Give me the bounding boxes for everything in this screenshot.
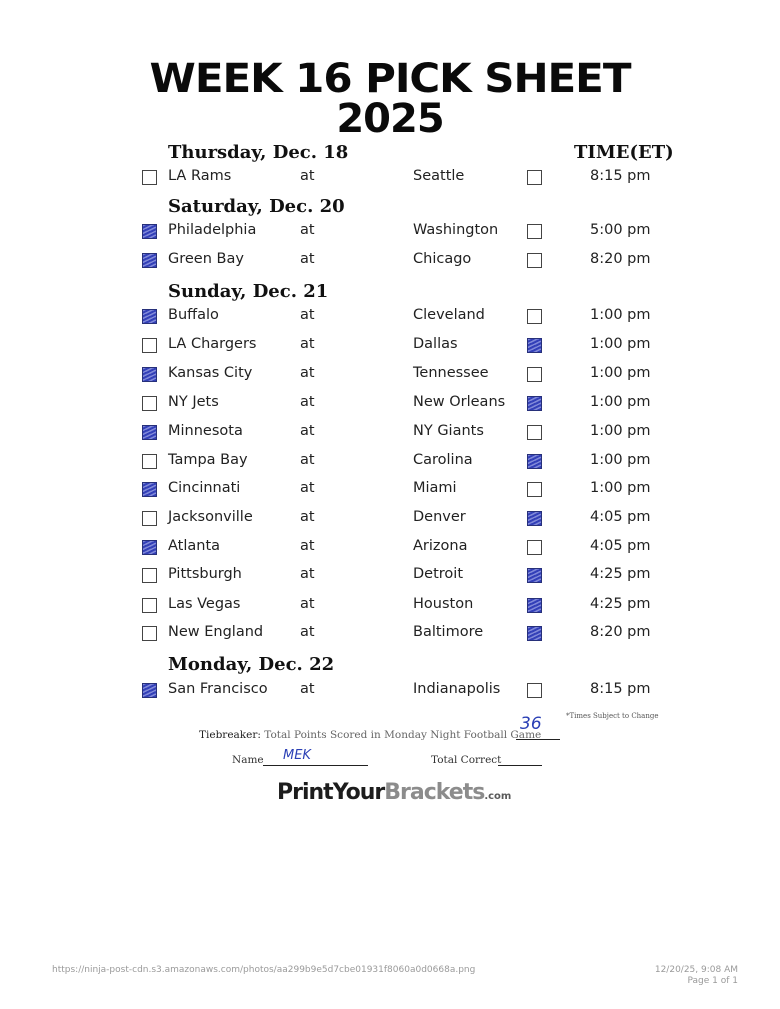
home-pick-checkbox[interactable]	[527, 454, 542, 469]
game-time: 1:00 pm	[590, 452, 651, 468]
away-team: Atlanta	[168, 538, 221, 554]
away-team: Pittsburgh	[168, 566, 242, 582]
home-team: Seattle	[413, 168, 465, 184]
away-pick-checkbox[interactable]	[142, 598, 157, 613]
home-team: Chicago	[413, 251, 472, 267]
day-header: Saturday, Dec. 20	[168, 196, 345, 217]
home-pick-checkbox[interactable]	[527, 598, 542, 613]
home-pick-checkbox[interactable]	[527, 170, 542, 185]
at-label: at	[300, 509, 315, 525]
at-label: at	[300, 251, 315, 267]
home-team: Washington	[413, 222, 499, 238]
game-time: 4:05 pm	[590, 509, 651, 525]
away-team: Kansas City	[168, 365, 253, 381]
at-label: at	[300, 394, 315, 410]
at-label: at	[300, 480, 315, 496]
game-time: 1:00 pm	[590, 423, 651, 439]
at-label: at	[300, 307, 315, 323]
game-row	[0, 365, 780, 389]
game-row	[0, 168, 780, 192]
times-note: *Times Subject to Change	[566, 712, 659, 720]
home-pick-checkbox[interactable]	[527, 683, 542, 698]
tiebreaker-value: 36	[520, 714, 542, 734]
away-pick-checkbox[interactable]	[142, 170, 157, 185]
name-value: MEK	[283, 748, 311, 763]
game-time: 8:20 pm	[590, 251, 651, 267]
away-team: Las Vegas	[168, 596, 241, 612]
tiebreaker-text: Total Points Scored in Monday Night Football Game	[264, 729, 542, 741]
home-team: Denver	[413, 509, 466, 525]
game-time: 1:00 pm	[590, 394, 651, 410]
total-correct-label: Total Correct	[431, 754, 502, 766]
game-row	[0, 509, 780, 533]
away-pick-checkbox[interactable]	[142, 367, 157, 382]
game-row	[0, 423, 780, 447]
away-pick-checkbox[interactable]	[142, 309, 157, 324]
home-pick-checkbox[interactable]	[527, 425, 542, 440]
home-pick-checkbox[interactable]	[527, 367, 542, 382]
time-header: TIME(ET)	[574, 142, 674, 163]
away-team: Philadelphia	[168, 222, 257, 238]
home-team: NY Giants	[413, 423, 484, 439]
game-time: 1:00 pm	[590, 336, 651, 352]
game-row	[0, 307, 780, 331]
footer-url: https://ninja-post-cdn.s3.amazonaws.com/photos/aa299b9e5d7cbe01931f8060a0d0668a.png	[52, 965, 476, 975]
at-label: at	[300, 365, 315, 381]
away-pick-checkbox[interactable]	[142, 540, 157, 555]
at-label: at	[300, 336, 315, 352]
away-pick-checkbox[interactable]	[142, 253, 157, 268]
at-label: at	[300, 624, 315, 640]
away-pick-checkbox[interactable]	[142, 683, 157, 698]
home-pick-checkbox[interactable]	[527, 568, 542, 583]
away-team: Jacksonville	[168, 509, 253, 525]
at-label: at	[300, 538, 315, 554]
at-label: at	[300, 423, 315, 439]
tiebreaker	[199, 729, 541, 741]
home-team: Cleveland	[413, 307, 485, 323]
at-label: at	[300, 596, 315, 612]
home-team: Miami	[413, 480, 457, 496]
game-row	[0, 452, 780, 476]
game-row	[0, 251, 780, 275]
away-pick-checkbox[interactable]	[142, 454, 157, 469]
home-team: Baltimore	[413, 624, 484, 640]
home-pick-checkbox[interactable]	[527, 253, 542, 268]
away-team: Tampa Bay	[168, 452, 248, 468]
away-pick-checkbox[interactable]	[142, 396, 157, 411]
home-pick-checkbox[interactable]	[527, 540, 542, 555]
home-team: Tennessee	[413, 365, 489, 381]
home-team: Carolina	[413, 452, 473, 468]
game-row	[0, 566, 780, 590]
game-row	[0, 624, 780, 648]
at-label: at	[300, 168, 315, 184]
day-header: Sunday, Dec. 21	[168, 281, 329, 302]
home-pick-checkbox[interactable]	[527, 338, 542, 353]
game-time: 1:00 pm	[590, 365, 651, 381]
at-label: at	[300, 222, 315, 238]
home-team: Detroit	[413, 566, 463, 582]
away-team: LA Chargers	[168, 336, 257, 352]
game-time: 8:15 pm	[590, 681, 651, 697]
footer-page: Page 1 of 1	[687, 976, 738, 986]
tiebreaker-label: Tiebreaker:	[199, 729, 261, 741]
logo-part2: Brackets	[384, 780, 485, 805]
home-pick-checkbox[interactable]	[527, 511, 542, 526]
away-team: Green Bay	[168, 251, 244, 267]
away-pick-checkbox[interactable]	[142, 568, 157, 583]
day-header: Monday, Dec. 22	[168, 654, 335, 675]
home-team: Houston	[413, 596, 474, 612]
game-time: 1:00 pm	[590, 307, 651, 323]
away-pick-checkbox[interactable]	[142, 482, 157, 497]
away-pick-checkbox[interactable]	[142, 425, 157, 440]
away-team: Buffalo	[168, 307, 219, 323]
away-team: Cincinnati	[168, 480, 241, 496]
game-time: 8:20 pm	[590, 624, 651, 640]
away-pick-checkbox[interactable]	[142, 224, 157, 239]
home-team: New Orleans	[413, 394, 506, 410]
total-correct-line[interactable]	[498, 765, 542, 766]
game-time: 4:25 pm	[590, 566, 651, 582]
game-row	[0, 596, 780, 620]
sheet-year: 2025	[336, 96, 444, 142]
home-team: Arizona	[413, 538, 468, 554]
game-time: 4:25 pm	[590, 596, 651, 612]
game-row	[0, 394, 780, 418]
away-pick-checkbox[interactable]	[142, 626, 157, 641]
sheet-title: WEEK 16 PICK SHEET	[149, 56, 631, 102]
away-pick-checkbox[interactable]	[142, 338, 157, 353]
home-pick-checkbox[interactable]	[527, 396, 542, 411]
tiebreaker-line[interactable]	[516, 739, 560, 740]
game-time: 4:05 pm	[590, 538, 651, 554]
game-row	[0, 222, 780, 246]
away-pick-checkbox[interactable]	[142, 511, 157, 526]
footer-timestamp: 12/20/25, 9:08 AM	[654, 965, 738, 975]
name-label: Name	[232, 754, 264, 766]
home-team: Dallas	[413, 336, 458, 352]
away-team: LA Rams	[168, 168, 232, 184]
at-label: at	[300, 566, 315, 582]
home-pick-checkbox[interactable]	[527, 482, 542, 497]
day-header: Thursday, Dec. 18	[168, 142, 349, 163]
home-pick-checkbox[interactable]	[527, 224, 542, 239]
game-time: 5:00 pm	[590, 222, 651, 238]
game-row	[0, 480, 780, 504]
game-row	[0, 538, 780, 562]
away-team: San Francisco	[168, 681, 268, 697]
away-team: Minnesota	[168, 423, 243, 439]
home-pick-checkbox[interactable]	[527, 626, 542, 641]
game-row	[0, 681, 780, 705]
home-pick-checkbox[interactable]	[527, 309, 542, 324]
away-team: New England	[168, 624, 264, 640]
logo-part3: .com	[484, 791, 512, 802]
at-label: at	[300, 452, 315, 468]
site-logo	[277, 780, 511, 805]
away-team: NY Jets	[168, 394, 219, 410]
logo-part1: PrintYour	[277, 780, 385, 805]
name-line[interactable]	[263, 765, 368, 766]
game-time: 1:00 pm	[590, 480, 651, 496]
at-label: at	[300, 681, 315, 697]
game-row	[0, 336, 780, 360]
home-team: Indianapolis	[413, 681, 501, 697]
game-time: 8:15 pm	[590, 168, 651, 184]
